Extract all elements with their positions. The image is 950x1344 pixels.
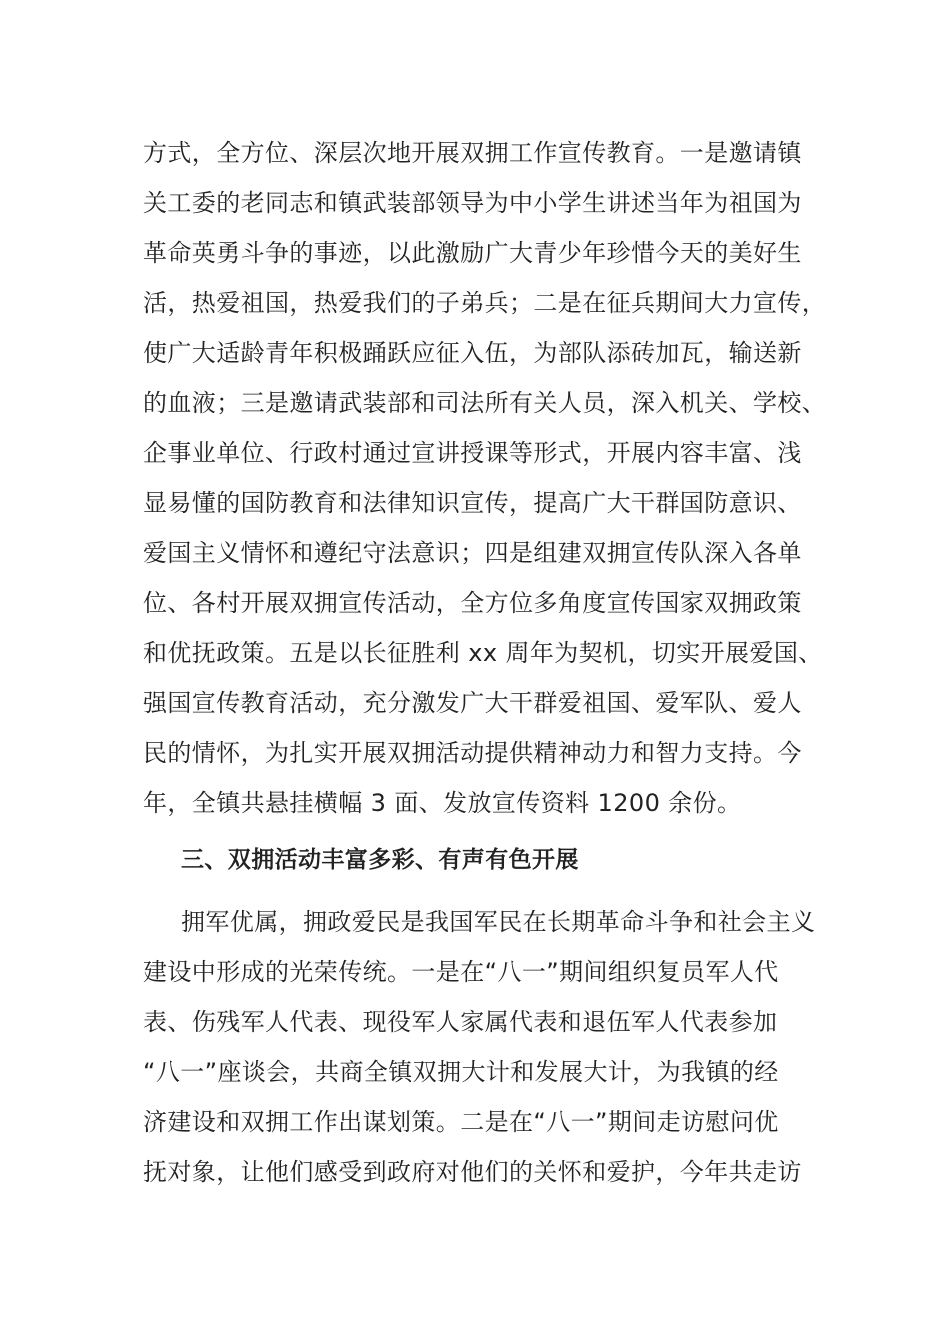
text-line: 济建设和双拥工作出谋划策。二是在“八一”期间走访慰问优 xyxy=(143,1108,779,1136)
text-line: 企事业单位、行政村通过宣讲授课等形式，开展内容丰富、浅 xyxy=(143,439,802,467)
text-line: 显易懂的国防教育和法律知识宣传，提高广大干群国防意识、 xyxy=(143,489,802,517)
text-line: 抚对象，让他们感受到政府对他们的关怀和爱护，今年共走访 xyxy=(143,1158,802,1186)
text-line: 年，全镇共悬挂横幅 3 面、发放宣传资料 1200 余份。 xyxy=(143,789,742,817)
text-line: 使广大适龄青年积极踊跃应征入伍，为部队添砖加瓦，输送新 xyxy=(143,339,802,367)
text-line: 革命英勇斗争的事迹，以此激励广大青少年珍惜今天的美好生 xyxy=(143,239,802,267)
paragraph-publicity-education xyxy=(143,128,827,828)
text-line: 方式，全方位、深层次地开展双拥工作宣传教育。一是邀请镇 xyxy=(143,139,802,167)
text-line: 民的情怀，为扎实开展双拥活动提供精神动力和智力支持。今 xyxy=(143,739,802,767)
text-line: 位、各村开展双拥宣传活动，全方位多角度宣传国家双拥政策 xyxy=(143,589,802,617)
text-line: 爱国主义情怀和遵纪守法意识；四是组建双拥宣传队深入各单 xyxy=(143,539,802,567)
text-line: 活，热爱祖国，热爱我们的子弟兵；二是在征兵期间大力宣传， xyxy=(143,289,827,317)
text-line: 的血液；三是邀请武装部和司法所有关人员，深入机关、学校、 xyxy=(143,389,827,417)
text-line: 建设中形成的光荣传统。一是在“八一”期间组织复员军人代 xyxy=(143,958,779,986)
text-line: 和优抚政策。五是以长征胜利 xx 周年为契机，切实开展爱国、 xyxy=(143,639,823,667)
text-line: 表、伤残军人代表、现役军人家属代表和退伍军人代表参加 xyxy=(143,1008,778,1036)
section-heading: 三、双拥活动丰富多彩、有声有色开展 xyxy=(181,847,579,873)
paragraph-double-support-activities xyxy=(143,897,816,1197)
text-line: 关工委的老同志和镇武装部领导为中小学生讲述当年为祖国为 xyxy=(143,189,802,217)
text-line: 强国宣传教育活动，充分激发广大干群爱祖国、爱军队、爱人 xyxy=(143,689,802,717)
text-line: 拥军优属，拥政爱民是我国军民在长期革命斗争和社会主义 xyxy=(181,908,816,936)
text-line: “八一”座谈会，共商全镇双拥大计和发展大计，为我镇的经 xyxy=(143,1058,779,1086)
